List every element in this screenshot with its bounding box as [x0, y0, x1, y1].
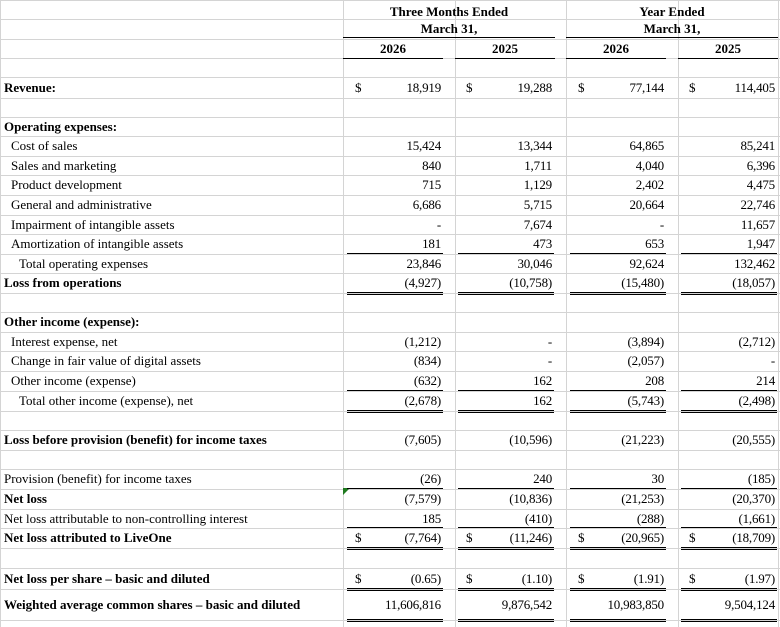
currency-symbol: $: [466, 570, 473, 586]
value-q-2025: 473: [533, 236, 552, 251]
total-underline: [570, 547, 666, 548]
currency-symbol: $: [689, 79, 696, 95]
value-y-2026: (5,743): [627, 393, 664, 408]
row-label: Sales and marketing: [11, 157, 117, 173]
value-q-2026: (4,927): [404, 275, 441, 290]
value-q-2025: [457, 117, 552, 136]
value-y-2025: (20,370): [732, 491, 775, 506]
header-underline-y-2026: [566, 58, 666, 59]
statement-row: [0, 371, 780, 391]
value-y-2026: 30: [651, 471, 664, 486]
total-underline: [458, 292, 554, 293]
currency-symbol: $: [578, 79, 585, 95]
value-q-2025: 240: [533, 471, 552, 486]
value-q-2025: 162: [533, 373, 552, 388]
value-q-2026: 185: [422, 510, 441, 526]
value-q-2026: (834): [413, 353, 441, 368]
statement-row: [0, 195, 780, 215]
total-underline: [458, 410, 554, 411]
total-underline: [570, 619, 666, 620]
row-label: Operating expenses:: [4, 118, 118, 134]
currency-symbol: $: [355, 530, 362, 545]
value-q-2025: (10,758): [509, 275, 552, 290]
row-label: Loss from operations: [4, 275, 122, 290]
total-underline: [458, 619, 554, 620]
total-double-underline: [681, 549, 777, 550]
value-y-2025: (1,661): [738, 510, 775, 526]
row-label: Net loss per share – basic and diluted: [4, 570, 210, 586]
grid-row-line: [0, 450, 780, 451]
value-q-2026: 6,686: [412, 197, 441, 212]
value-y-2026: (21,223): [621, 432, 664, 447]
total-double-underline: [570, 621, 666, 622]
row-label: Loss before provision (benefit) for income taxes: [4, 432, 267, 447]
value-q-2026: (26): [420, 471, 441, 486]
statement-row: [0, 351, 780, 371]
row-label: Revenue:: [4, 79, 56, 95]
value-y-2026: (3,894): [627, 333, 664, 349]
currency-symbol: $: [355, 79, 362, 95]
total-double-underline: [458, 621, 554, 622]
value-y-2026: 653: [645, 236, 664, 251]
value-y-2026: 92,624: [629, 255, 664, 271]
total-double-underline: [681, 294, 777, 295]
total-underline: [570, 292, 666, 293]
total-underline: [681, 547, 777, 548]
header-underline-three-months: [343, 37, 555, 38]
header-three-months-line1: Three Months Ended: [389, 3, 509, 19]
value-y-2026: (15,480): [621, 275, 664, 290]
statement-row: [0, 312, 780, 332]
statement-row: [0, 117, 780, 136]
value-q-2026: [346, 117, 441, 136]
value-q-2025: 1,129: [523, 177, 552, 192]
value-q-2026: 840: [422, 157, 441, 173]
row-label: Amortization of intangible assets: [11, 236, 184, 251]
value-y-2025: (2,712): [738, 333, 775, 349]
row-label: Product development: [11, 177, 122, 192]
row-label: Net loss attributed to LiveOne: [4, 530, 172, 545]
column-year-q-2025: 2025: [492, 40, 518, 56]
statement-row: [0, 469, 780, 489]
statement-row: [0, 332, 780, 351]
value-q-2026: (7,764): [404, 530, 441, 545]
header-underline-year: [566, 37, 778, 38]
value-y-2026: (21,253): [621, 491, 664, 506]
grid-row-line: [0, 0, 780, 1]
total-double-underline: [347, 294, 443, 295]
value-q-2025: (10,596): [509, 432, 552, 447]
value-q-2026: (0.65): [410, 570, 441, 586]
header-underline-y-2025: [678, 58, 778, 59]
row-label: Net loss attributable to non-controlling interest: [4, 510, 248, 526]
value-y-2025: 85,241: [740, 138, 775, 153]
value-y-2025: (18,057): [732, 275, 775, 290]
value-y-2026: 4,040: [635, 157, 664, 173]
value-y-2025: 6,396: [746, 157, 775, 173]
value-y-2025: (2,498): [738, 393, 775, 408]
currency-symbol: $: [466, 530, 473, 545]
currency-symbol: $: [689, 570, 696, 586]
value-q-2025: 9,876,542: [501, 596, 552, 612]
total-underline: [347, 292, 443, 293]
column-year-y-2026: 2026: [603, 40, 629, 56]
value-q-2025: [457, 312, 552, 332]
statement-row: [0, 254, 780, 273]
total-double-underline: [458, 294, 554, 295]
row-label: Impairment of intangible assets: [11, 216, 175, 232]
total-double-underline: [570, 294, 666, 295]
value-y-2026: (288): [636, 510, 664, 526]
value-q-2026: [346, 312, 441, 332]
currency-symbol: $: [466, 79, 473, 95]
value-q-2026: -: [436, 216, 441, 232]
value-q-2026: 18,919: [406, 79, 441, 95]
column-year-y-2025: 2025: [715, 40, 741, 56]
value-q-2025: 13,344: [517, 138, 552, 153]
statement-row: [0, 509, 780, 528]
value-q-2025: (11,246): [509, 530, 552, 545]
row-label: Interest expense, net: [11, 333, 118, 349]
statement-row: [0, 430, 780, 450]
row-label: Other income (expense): [11, 373, 136, 388]
value-q-2026: (2,678): [404, 393, 441, 408]
value-y-2026: [569, 312, 664, 332]
value-q-2026: 11,606,816: [384, 596, 441, 612]
total-double-underline: [681, 621, 777, 622]
total-double-underline: [458, 412, 554, 413]
statement-row: [0, 156, 780, 175]
value-y-2026: (1.91): [633, 570, 664, 586]
total-double-underline: [681, 412, 777, 413]
total-double-underline: [570, 412, 666, 413]
value-y-2025: 9,504,124: [724, 596, 775, 612]
total-double-underline: [347, 412, 443, 413]
statement-row: [0, 215, 780, 234]
statement-row: [0, 273, 780, 293]
row-label: Total operating expenses: [19, 255, 149, 271]
value-y-2026: [569, 117, 664, 136]
value-q-2025: 1,711: [524, 157, 552, 173]
value-q-2026: 15,424: [406, 138, 441, 153]
total-underline: [347, 547, 443, 548]
value-q-2026: 23,846: [406, 255, 441, 271]
value-y-2026: (20,965): [621, 530, 664, 545]
row-label: Weighted average common shares – basic and diluted: [4, 596, 301, 612]
row-label: Total other income (expense), net: [19, 393, 194, 408]
total-double-underline: [347, 549, 443, 550]
value-q-2026: (7,579): [404, 491, 441, 506]
value-y-2025: [680, 117, 775, 136]
value-y-2025: (18,709): [732, 530, 775, 545]
value-q-2026: (1,212): [404, 333, 441, 349]
currency-symbol: $: [355, 570, 362, 586]
value-y-2026: 77,144: [629, 79, 664, 95]
value-q-2025: 30,046: [517, 255, 552, 271]
statement-row: [0, 175, 780, 195]
value-y-2026: 10,983,850: [607, 596, 664, 612]
currency-symbol: $: [578, 530, 585, 545]
value-y-2026: 2,402: [635, 177, 664, 192]
statement-row: [0, 234, 780, 254]
total-underline: [458, 547, 554, 548]
value-y-2025: 114,405: [734, 79, 775, 95]
value-q-2026: (7,605): [404, 432, 441, 447]
value-y-2025: 4,475: [746, 177, 775, 192]
value-y-2025: 132,462: [734, 255, 775, 271]
row-label: Cost of sales: [11, 138, 78, 153]
value-y-2026: 64,865: [629, 138, 664, 153]
value-q-2025: -: [547, 333, 552, 349]
value-y-2025: 22,746: [740, 197, 775, 212]
value-y-2025: [680, 312, 775, 332]
value-q-2025: 162: [533, 393, 552, 408]
value-y-2025: 1,947: [746, 236, 775, 251]
row-label: Change in fair value of digital assets: [11, 353, 201, 368]
value-y-2025: 11,657: [740, 216, 775, 232]
row-label: General and administrative: [11, 197, 152, 212]
currency-symbol: $: [689, 530, 696, 545]
total-underline: [681, 410, 777, 411]
value-y-2025: (185): [747, 471, 775, 486]
total-underline: [347, 619, 443, 620]
total-double-underline: [458, 549, 554, 550]
header-three-months-line2: March 31,: [420, 20, 478, 36]
row-label: Net loss: [4, 491, 47, 506]
value-q-2025: (1.10): [521, 570, 552, 586]
value-q-2025: (410): [524, 510, 552, 526]
value-q-2025: 5,715: [523, 197, 552, 212]
statement-row: [0, 568, 780, 589]
column-year-q-2026: 2026: [380, 40, 406, 56]
value-q-2026: 181: [422, 236, 441, 251]
value-y-2025: 214: [756, 373, 775, 388]
value-y-2025: (1.97): [744, 570, 775, 586]
value-y-2026: 208: [645, 373, 664, 388]
statement-row: [0, 77, 780, 98]
row-label: Other income (expense):: [4, 314, 140, 329]
header-underline-q-2026: [343, 58, 443, 59]
value-y-2025: -: [770, 353, 775, 368]
header-year-line2: March 31,: [643, 20, 701, 36]
value-y-2026: -: [659, 216, 664, 232]
value-y-2026: (2,057): [627, 353, 664, 368]
grid-row-line: [0, 98, 780, 99]
total-underline: [681, 619, 777, 620]
value-q-2025: (10,836): [509, 491, 552, 506]
statement-row: [0, 589, 780, 620]
statement-row: [0, 528, 780, 548]
value-q-2026: (632): [413, 373, 441, 388]
total-underline: [347, 410, 443, 411]
total-underline: [570, 410, 666, 411]
value-q-2026: 715: [422, 177, 441, 192]
statement-row: [0, 489, 780, 509]
row-label: Provision (benefit) for income taxes: [4, 471, 192, 486]
value-y-2026: 20,664: [629, 197, 664, 212]
value-q-2025: 19,288: [517, 79, 552, 95]
currency-symbol: $: [578, 570, 585, 586]
total-double-underline: [570, 549, 666, 550]
statement-row: [0, 391, 780, 411]
total-double-underline: [347, 621, 443, 622]
total-underline: [681, 292, 777, 293]
value-q-2025: 7,674: [523, 216, 552, 232]
value-y-2025: (20,555): [732, 432, 775, 447]
header-underline-q-2025: [455, 58, 555, 59]
statement-row: [0, 136, 780, 156]
value-q-2025: -: [547, 353, 552, 368]
header-year-line1: Year Ended: [639, 3, 705, 19]
